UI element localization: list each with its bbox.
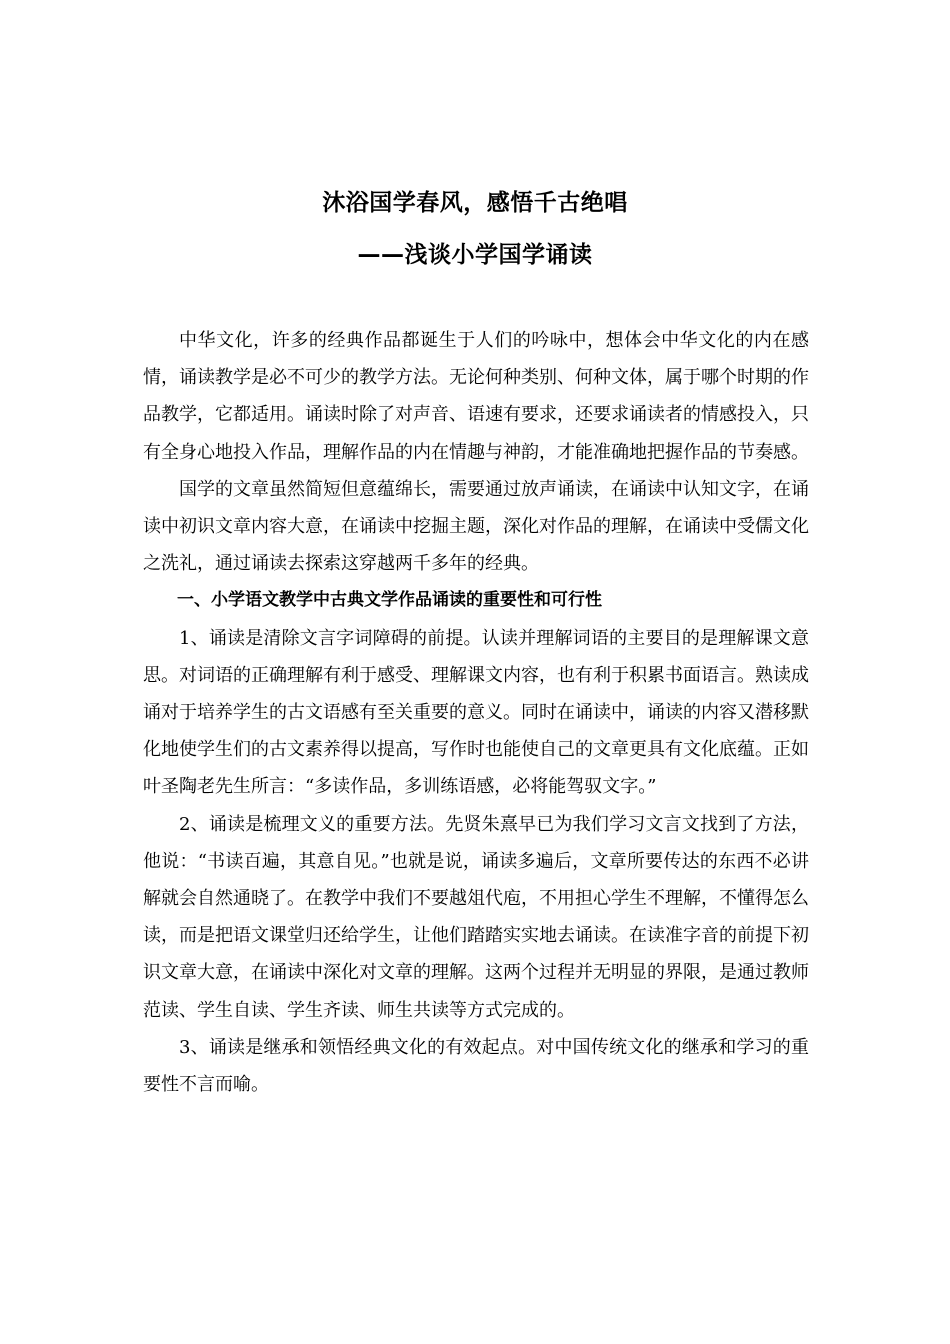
paragraph-guoxue: 国学的文章虽然简短但意蕴绵长，需要通过放声诵读，在诵读中认知文字，在诵读中初识文章内容大意，在诵读中挖掘主题，深化对作品的理解，在诵读中受儒文化之洗礼，通过诵读去探索这穿越两千多年的经典。 xyxy=(143,478,809,575)
paragraph-point-2: 2、诵读是梳理文义的重要方法。先贤朱熹早已为我们学习文言文找到了方法，他说：“书读百遍，其意自见。”也就是说，诵读多遍后，文章所要传达的东西不必讲解就会自然通晓了。在教学中我们不要越俎代庖，不用担心学生不理解，不懂得怎么读，而是把语文课堂归还给学生，让他们踏踏实实地去诵读。在读准字音的前提下初识文章大意，在诵读中深化对文章的理解。这两个过程并无明显的界限，是通过教师范读、学生自读、学生齐读、师生共读等方式完成的。 xyxy=(143,813,809,1021)
document-body xyxy=(143,322,809,1103)
paragraph-point-1: 1、诵读是清除文言字词障碍的前提。认读并理解词语的主要目的是理解课文意思。对词语的正确理解有利于感受、理解课文内容，也有利于积累书面语言。熟读成诵对于培养学生的古文语感有至关重要的意义。同时在诵读中，诵读的内容又潜移默化地使学生们的古文素养得以提高，写作时也能使自己的文章更具有文化底蕴。正如叶圣陶老先生所言：“多读作品，多训练语感，必将能驾驭文字。” xyxy=(143,627,809,798)
document-title: 沐浴国学春风，感悟千古绝唱 xyxy=(322,190,628,216)
paragraph-intro: 中华文化，许多的经典作品都诞生于人们的吟咏中，想体会中华文化的内在感情，诵读教学是必不可少的教学方法。无论何种类别、何种文体，属于哪个时期的作品教学，它都适用。诵读时除了对声音、语速有要求，还要求诵读者的情感投入，只有全身心地投入作品，理解作品的内在情趣与神韵，才能准确地把握作品的节奏感。 xyxy=(143,330,809,463)
paragraph-point-3: 3、诵读是继承和领悟经典文化的有效起点。对中国传统文化的继承和学习的重要性不言而喻。 xyxy=(143,1036,809,1096)
section-heading: 一、小学语文教学中古典文学作品诵读的重要性和可行性 xyxy=(177,590,602,611)
document-subtitle: ——浅谈小学国学诵读 xyxy=(357,242,593,268)
